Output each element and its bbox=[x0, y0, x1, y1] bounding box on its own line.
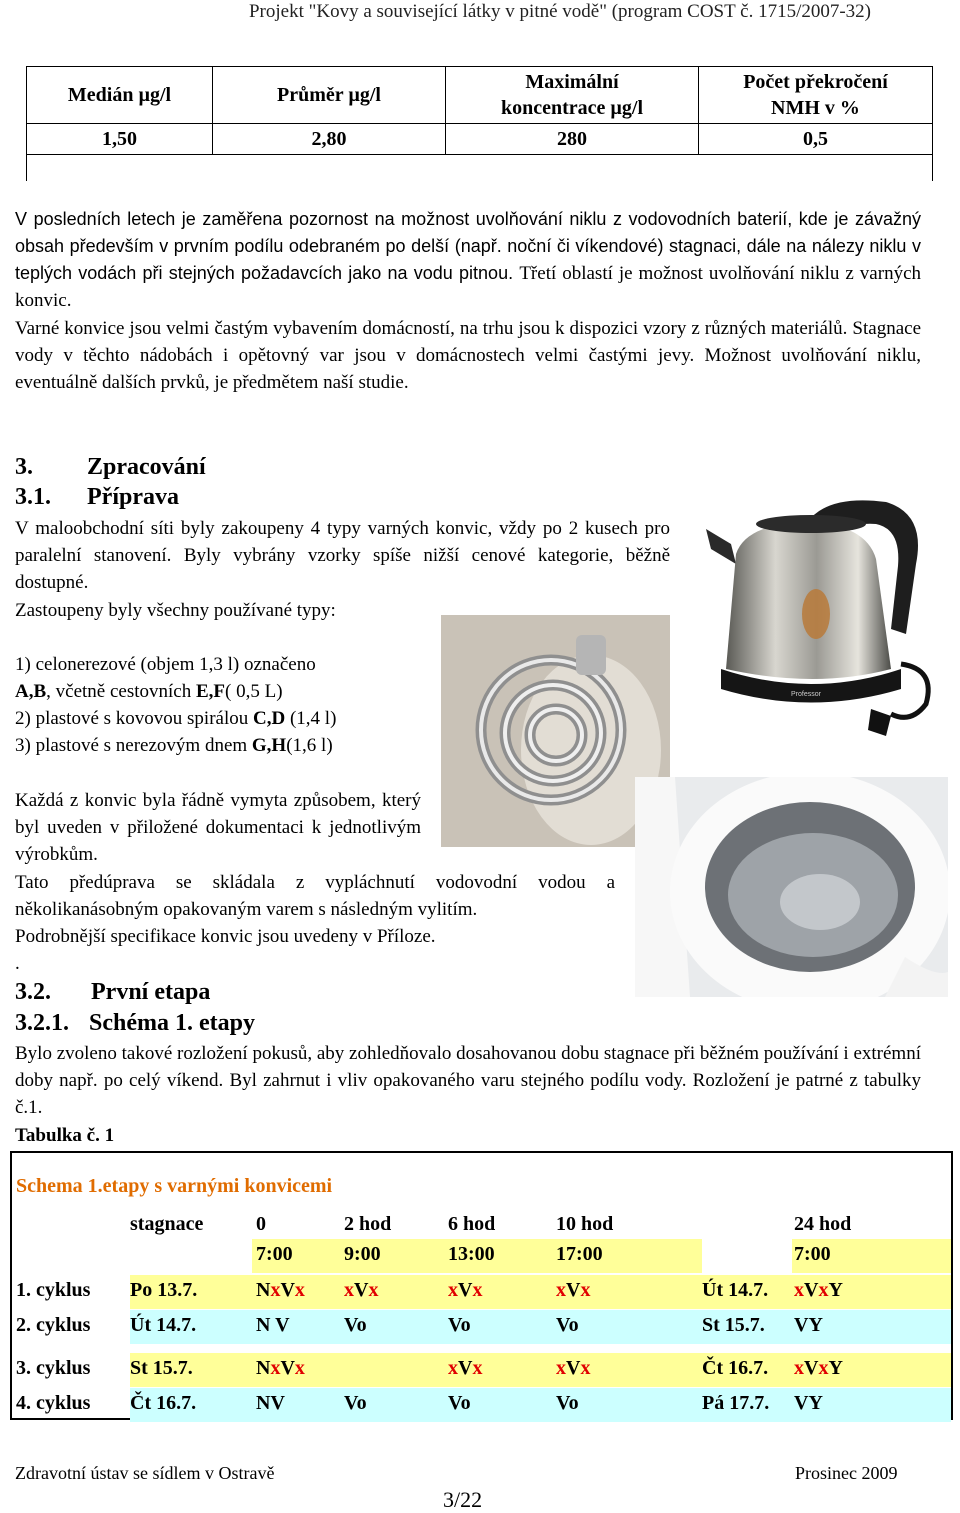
page-number: 3/22 bbox=[443, 1487, 483, 1512]
section-3-2-1-heading: 3.2.1. Schéma 1. etapy bbox=[15, 1010, 255, 1036]
cycle-label: 2. cyklus bbox=[16, 1314, 91, 1336]
cell-24h: VY bbox=[794, 1392, 823, 1414]
cell-0h: NxVx bbox=[256, 1357, 305, 1379]
cell-10h: xVx bbox=[556, 1357, 591, 1379]
cycle-row bbox=[12, 1353, 951, 1387]
page-header: Projekt "Kovy a související látky v pitné vodě" (program COST č. 1715/2007-32) bbox=[248, 1, 872, 22]
head-0: 0 bbox=[256, 1213, 266, 1235]
section-3-2-heading: 3.2. První etapa bbox=[15, 979, 211, 1005]
value-median: 1,50 bbox=[27, 124, 213, 155]
prep-dot: . bbox=[15, 953, 20, 974]
cycle-start-date: St 15.7. bbox=[130, 1357, 193, 1379]
header-exceed: Počet překročení NMH v % bbox=[699, 67, 933, 124]
time-24: 7:00 bbox=[794, 1243, 831, 1265]
plastic-kettle-photo bbox=[635, 777, 948, 997]
cell-6h: xVx bbox=[448, 1357, 483, 1379]
schedule-head-row-2 bbox=[12, 1239, 951, 1273]
intro-paragraph-1: V posledních letech je zaměřena pozornost na možnost uvolňování niklu z vodovodních baterií, kde je závažný obsah především v prvním podílu odebraném po delší (např. noční či víkendové) stagnaci, dále na nálezy niklu v teplých vodách při stejných požadavcích jako na vodu pitnou. Třetí oblastí je možnost uvolňování niklu z varných konvic. bbox=[15, 209, 921, 311]
table-caption: Tabulka č. 1 bbox=[15, 1125, 115, 1146]
cycle-row bbox=[12, 1310, 951, 1344]
head-stagnace: stagnace bbox=[130, 1213, 204, 1235]
prep-paragraph-1: V maloobchodní síti byly zakoupeny 4 typy varných konvic, vždy po 2 kusech pro paralelní stanovení. Byly vybrány vzorky spíše nižší cenové kategorie, běžně dostupné. bbox=[15, 518, 670, 593]
cell-2h: xVx bbox=[344, 1279, 379, 1301]
cycle-end-date: Čt 16.7. bbox=[702, 1357, 769, 1379]
cycle-start-date: Čt 16.7. bbox=[130, 1392, 197, 1414]
schedule-table-title: Schema 1.etapy s varnými konvicemi bbox=[16, 1175, 333, 1197]
time-0: 7:00 bbox=[256, 1243, 293, 1265]
cell-6h: xVx bbox=[448, 1279, 483, 1301]
intro-paragraph-2: Varné konvice jsou velmi častým vybavením domácností, na trhu jsou k dispozici vzory z různých materiálů. Stagnace vody v těchto nádobách i opětovný var jsou v domácnostech velmi častými jevy. Možnost uvolňování niklu, eventuálně dalších prvků, je předmětem naší studie. bbox=[15, 318, 921, 393]
type-1-line-b: A,B, včetně cestovních E,F( 0,5 L) bbox=[15, 681, 283, 702]
head-24hod: 24 hod bbox=[794, 1213, 852, 1235]
type-2-line: 2) plastové s kovovou spirálou C,D (1,4 l) bbox=[15, 708, 337, 729]
header-max: Maximální koncentrace µg/l bbox=[446, 67, 699, 124]
value-exceed: 0,5 bbox=[699, 124, 933, 155]
cell-24h: VY bbox=[794, 1314, 823, 1336]
type-1-line-a: 1) celonerezové (objem 1,3 l) označeno bbox=[15, 654, 316, 675]
cycle-label: 3. cyklus bbox=[16, 1357, 91, 1379]
footer-right: Prosinec 2009 bbox=[795, 1463, 898, 1483]
stage-paragraph: Bylo zvoleno takové rozložení pokusů, aby zohledňovalo dosahovanou dobu stagnace při běžném používání i extrémní doby např. po celý víkend. Byl zahrnut i vliv opakovaného varu stejného podílu vody. Rozložení je patrné z tabulky č.1. bbox=[15, 1043, 921, 1118]
cell-6h: Vo bbox=[448, 1392, 471, 1414]
schedule-head-row-1 bbox=[12, 1209, 951, 1243]
value-average: 2,80 bbox=[213, 124, 446, 155]
cell-24h: xVxY bbox=[794, 1357, 843, 1379]
value-max: 280 bbox=[446, 124, 699, 155]
stats-table bbox=[26, 66, 933, 181]
svg-text:Professor: Professor bbox=[791, 691, 821, 698]
head-10hod: 10 hod bbox=[556, 1213, 614, 1235]
cell-10h: Vo bbox=[556, 1314, 579, 1336]
cycle-start-date: Út 14.7. bbox=[130, 1314, 197, 1336]
cycle-label: 1. cyklus bbox=[16, 1279, 91, 1301]
cycle-end-date: Pá 17.7. bbox=[702, 1392, 770, 1414]
cycle-start-date: Po 13.7. bbox=[130, 1279, 198, 1301]
cycle-end-date: Út 14.7. bbox=[702, 1279, 769, 1301]
head-2hod: 2 hod bbox=[344, 1213, 392, 1235]
time-10: 17:00 bbox=[556, 1243, 603, 1265]
cycle-row bbox=[12, 1388, 951, 1422]
cell-0h: N V bbox=[256, 1314, 290, 1336]
cell-0h: NxVx bbox=[256, 1279, 305, 1301]
footer-left: Zdravotní ústav se sídlem v Ostravě bbox=[15, 1463, 275, 1483]
section-3-1-heading: 3.1. Příprava bbox=[15, 484, 179, 510]
prep-paragraph-3: Každá z konvic byla řádně vymyta způsobem, který byl uveden v přiložené dokumentaci k jednotlivým výrobkům. bbox=[15, 790, 421, 865]
cell-0h: NV bbox=[256, 1392, 285, 1414]
cycle-end-date: St 15.7. bbox=[702, 1314, 765, 1336]
header-average: Průměr µg/l bbox=[213, 67, 446, 124]
type-3-line: 3) plastové s nerezovým dnem G,H(1,6 l) bbox=[15, 735, 333, 756]
time-2: 9:00 bbox=[344, 1243, 381, 1265]
prep-paragraph-2: Zastoupeny byly všechny používané typy: bbox=[15, 600, 336, 621]
section-3-heading: 3. Zpracování bbox=[15, 454, 206, 480]
cycle-row bbox=[12, 1275, 951, 1309]
kettle-types-list bbox=[15, 651, 435, 759]
cell-24h: xVxY bbox=[794, 1279, 843, 1301]
cycle-label: 4. cyklus bbox=[16, 1392, 91, 1414]
cell-10h: Vo bbox=[556, 1392, 579, 1414]
prep-paragraph-5: Podrobnější specifikace konvic jsou uvedeny v Příloze. bbox=[15, 926, 436, 947]
header-median: Medián µg/l bbox=[27, 67, 213, 124]
cell-2h: Vo bbox=[344, 1314, 367, 1336]
head-6hod: 6 hod bbox=[448, 1213, 496, 1235]
cell-6h: Vo bbox=[448, 1314, 471, 1336]
prep-paragraph-4: Tato předúprava se skládala z vypláchnutí vodovodní vodou a několikanásobným opakovaným varem s následným vylitím. bbox=[15, 872, 615, 920]
stainless-kettle-photo bbox=[686, 484, 944, 746]
time-6: 13:00 bbox=[448, 1243, 495, 1265]
cell-2h: Vo bbox=[344, 1392, 367, 1414]
schedule-table bbox=[10, 1151, 953, 1420]
cell-10h: xVx bbox=[556, 1279, 591, 1301]
